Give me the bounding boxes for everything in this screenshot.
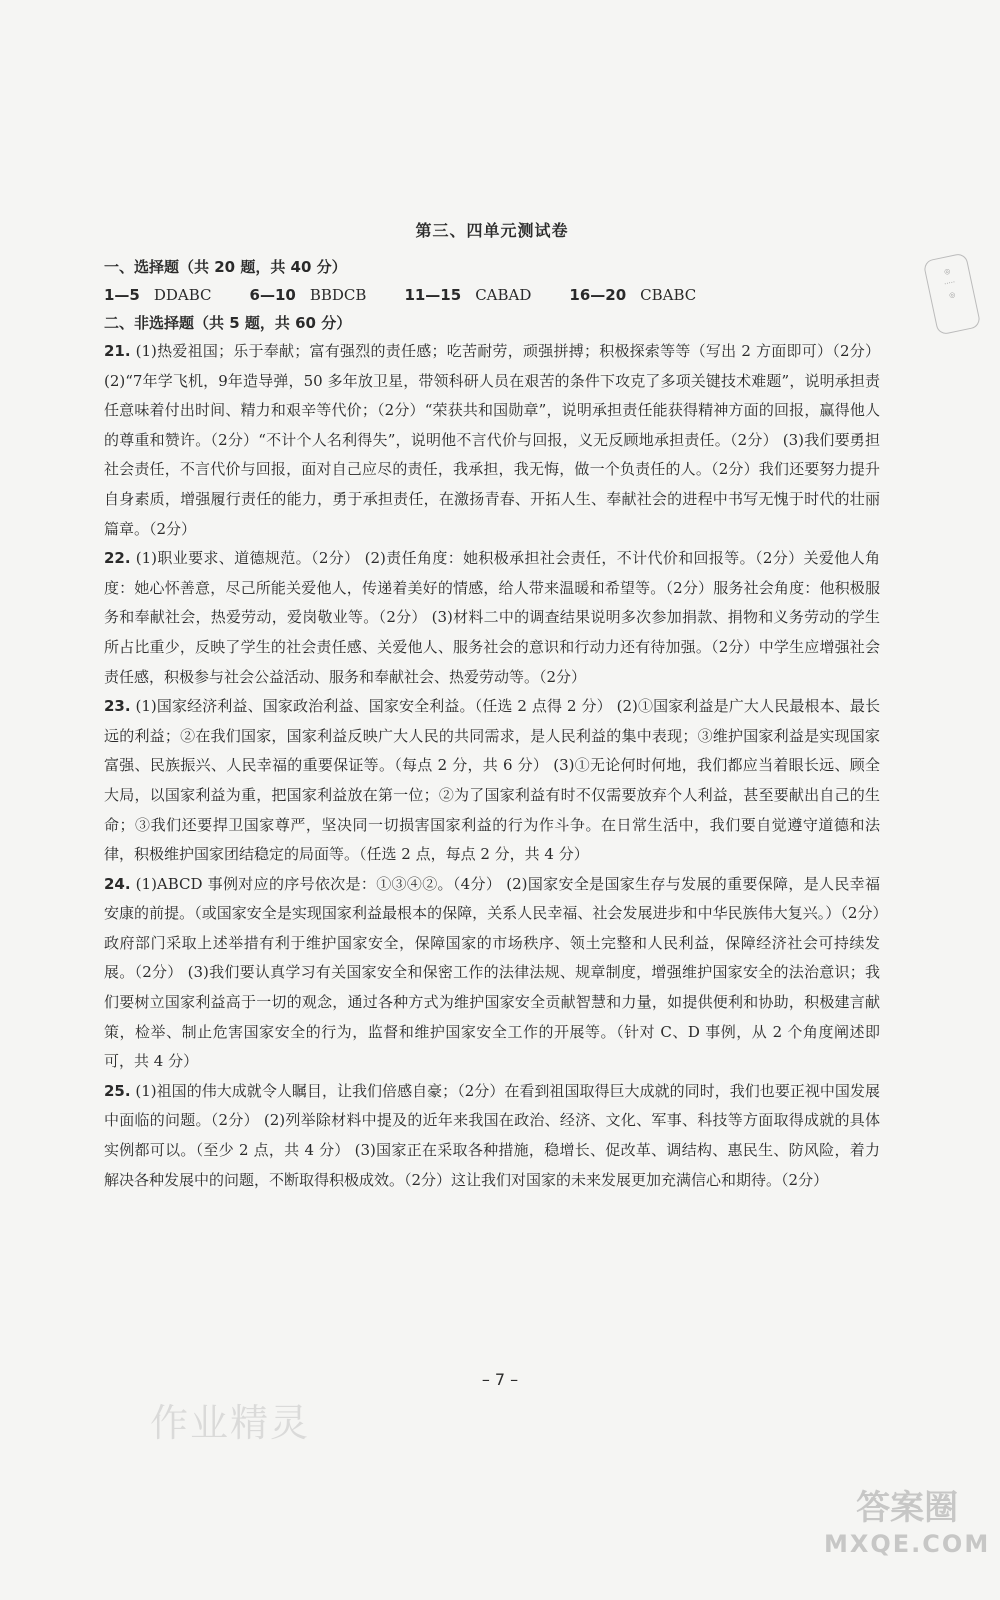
answer-group: 16—20 CBABC: [569, 286, 697, 304]
page-title: 第三、四单元测试卷: [415, 221, 569, 240]
watermark-logo: 答案圈 MXQE.COM: [824, 1488, 991, 1558]
choice-answers-row: [104, 281, 880, 309]
answer-group: 11—15 CABAD: [404, 286, 532, 304]
question-25-answer: 25. (1)祖国的伟大成就令人瞩目，让我们倍感自豪；（2分）在看到祖国取得巨大成就的同时，我们也要正视中国发展中面临的问题。（2分） (2)列举除材料中提及的近年来我国在政治、经济、文化、军事、科技等方面取得成就的具体实例都可以。（至少 2 点，共 4 分） (3)国家正在采取各种措施，稳增长、促改革、调结构、惠民生、防风险，着力解决各种发展中的问题，不断取得积极成效。（2分）这让我们对国家的未来发展更加充满信心和期待。（2分）: [104, 1081, 880, 1189]
question-22-answer: 22. (1)职业要求、道德规范。（2分） (2)责任角度：她积极承担社会责任，不计代价和回报等。（2分）关爱他人角度：她心怀善意，尽己所能关爱他人，传递着美好的情感，给人带来温暖和希望等。（2分）服务社会角度：他积极服务和奉献社会，热爱劳动，爱岗敬业等。（2分） (3)材料二中的调查结果说明多次参加捐款、捐物和义务劳动的学生所占比重少，反映了学生的社会责任感、关爱他人、服务社会的意识和行动力还有待加强。（2分）中学生应增强社会责任感，积极参与社会公益活动、服务和奉献社会、热爱劳动等。（2分）: [104, 549, 880, 686]
answer-group: 1—5 DDABC: [104, 286, 212, 304]
question-24-answer: 24. (1)ABCD 事例对应的序号依次是：①③④②。（4分） (2)国家安全是国家生存与发展的重要保障，是人民幸福安康的前提。（或国家安全是实现国家利益最根本的保障，关系人民幸福、社会发展进步和中华民族伟大复兴。）（2分）政府部门采取上述举措有利于维护国家安全，保障国家的市场秩序、领土完整和人民利益，保障经济社会可持续发展。（2分） (3)我们要认真学习有关国家安全和保密工作的法律法规、规章制度，增强维护国家安全的法治意识；我们要树立国家利益高于一切的观念，通过各种方式为维护国家安全贡献智慧和力量，如提供便利和协助，积极建言献策，检举、制止危害国家安全的行为，监督和维护国家安全工作的开展等。（针对 C、D 事例，从 2 个角度阐述即可，共 4 分）: [104, 874, 880, 1071]
answer-group: 6—10 BBDCB: [249, 286, 367, 304]
question-21-answer: 21. (1)热爱祖国；乐于奉献；富有强烈的责任感；吃苦耐劳，顽强拼搏；积极探索等等（写出 2 方面即可）（2分） (2)“7年学飞机，9年造导弹，50 多年放卫星，带领科研人员在艰苦的条件下攻克了多项关键技术难题”，说明承担责任意味着付出时间、精力和艰辛等代价；（2分）“荣获共和国勋章”，说明承担责任能获得精神方面的回报，赢得他人的尊重和赞许。（2分）“不计个人名利得失”，说明他不言代价与回报，义无反顾地承担责任。（2分） (3)我们要勇担社会责任，不言代价与回报，面对自己应尽的责任，我承担，我无悔，做一个负责任的人。（2分）我们还要努力提升自身素质，增强履行责任的能力，勇于承担责任，在激扬青春、开拓人生、奉献社会的进程中书写无愧于时代的壮丽篇章。（2分）: [104, 342, 880, 538]
answer-key-content: [104, 218, 880, 1195]
section-choice-heading: 一、选择题（共 20 题，共 40 分）: [104, 258, 347, 276]
section-nonchoice-heading: 二、非选择题（共 5 题，共 60 分）: [104, 314, 352, 332]
stamp-seal-icon: ◎ ····· ◎: [923, 252, 982, 335]
question-23-answer: 23. (1)国家经济利益、国家政治利益、国家安全利益。（任选 2 点得 2 分） (2)①国家利益是广大人民最根本、最长远的利益；②在我们国家，国家利益反映广大人民的共同需求，是人民利益的集中表现；③维护国家利益是实现国家富强、民族振兴、人民幸福的重要保证等。（每点 2 分，共 6 分） (3)①无论何时何地，我们都应当着眼长远、顾全大局，以国家利益为重，把国家利益放在第一位；②为了国家利益有时不仅需要放弃个人利益，甚至要献出自己的生命；③我们还要捍卫国家尊严，坚决同一切损害国家利益的行为作斗争。在日常生活中，我们要自觉遵守道德和法律，积极维护国家团结稳定的局面等。（任选 2 点，每点 2 分，共 4 分）: [104, 697, 880, 864]
page-number: – 7 –: [481, 1370, 519, 1389]
watermark-left: 作业精灵: [150, 1401, 311, 1445]
